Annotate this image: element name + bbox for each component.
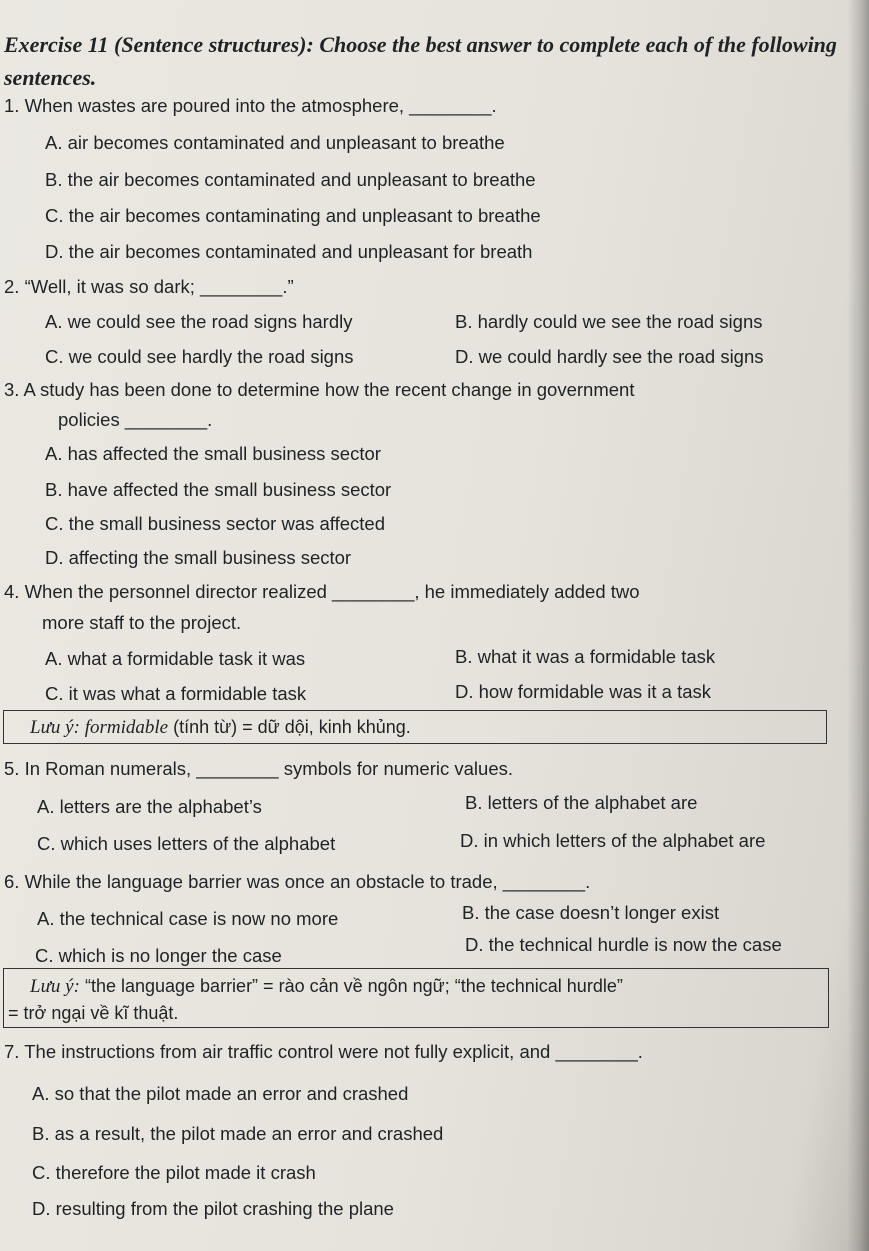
question-2-option-b[interactable]: B. hardly could we see the road signs (455, 311, 763, 332)
question-6-option-d[interactable]: D. the technical hurdle is now the case (465, 934, 782, 955)
page-edge-shadow (847, 0, 869, 1251)
question-3-option-a[interactable]: A. has affected the small business sector (45, 443, 381, 464)
question-6-option-c[interactable]: C. which is no longer the case (35, 945, 282, 966)
exercise-title: Exercise 11 (Sentence structures): Choose the best answer to complete each of the following sentences. (4, 32, 837, 90)
note-formidable-text: (tính từ) = dữ dội, kinh khủng. (168, 717, 411, 737)
note-barrier-prefix: Lưu ý: (30, 976, 80, 997)
question-5-option-a[interactable]: A. letters are the alphabet’s (37, 796, 262, 817)
question-1-option-c[interactable]: C. the air becomes contaminating and unpleasant to breathe (45, 205, 541, 226)
note-formidable (3, 710, 827, 744)
question-4-stem-line1: 4. When the personnel director realized ________, he immediately added two (4, 581, 640, 602)
question-6-stem: 6. While the language barrier was once an obstacle to trade, ________. (4, 871, 591, 892)
question-3-option-b[interactable]: B. have affected the small business sector (45, 479, 392, 500)
question-7-option-b[interactable]: B. as a result, the pilot made an error and crashed (32, 1123, 444, 1144)
note-formidable-prefix: Lưu ý: formidable (30, 717, 169, 738)
note-barrier-text: “the language barrier” = rào cản về ngôn ngữ; “the technical hurdle” (79, 976, 623, 996)
question-4-stem-line2: more staff to the project. (42, 612, 242, 633)
question-7-option-a[interactable]: A. so that the pilot made an error and crashed (32, 1083, 409, 1104)
note-language-barrier (3, 968, 829, 1028)
question-1-option-a[interactable]: A. air becomes contaminated and unpleasant to breathe (45, 132, 505, 153)
question-1-stem: 1. When wastes are poured into the atmosphere, ________. (4, 95, 497, 116)
question-2-option-a[interactable]: A. we could see the road signs hardly (45, 311, 353, 332)
note-barrier-line2: = trở ngại về kĩ thuật. (8, 1003, 179, 1023)
question-1-option-d[interactable]: D. the air becomes contaminated and unpleasant for breath (45, 241, 533, 262)
question-2-option-d[interactable]: D. we could hardly see the road signs (455, 346, 764, 367)
question-7-option-d[interactable]: D. resulting from the pilot crashing the plane (32, 1198, 394, 1219)
question-3-stem-line2: policies ________. (58, 409, 213, 430)
question-3-option-d[interactable]: D. affecting the small business sector (45, 547, 352, 568)
question-3-stem-line1: 3. A study has been done to determine how the recent change in government (4, 379, 635, 400)
question-3-option-c[interactable]: C. the small business sector was affected (45, 513, 386, 534)
question-4-option-b[interactable]: B. what it was a formidable task (455, 646, 716, 667)
question-5-option-c[interactable]: C. which uses letters of the alphabet (37, 833, 336, 854)
question-7-stem: 7. The instructions from air traffic control were not fully explicit, and ________. (4, 1041, 643, 1062)
question-4-option-c[interactable]: C. it was what a formidable task (45, 683, 307, 704)
question-5-option-d[interactable]: D. in which letters of the alphabet are (460, 830, 766, 851)
question-5-stem: 5. In Roman numerals, ________ symbols for numeric values. (4, 758, 514, 779)
question-1-option-b[interactable]: B. the air becomes contaminated and unpleasant to breathe (45, 169, 536, 190)
question-2-stem: 2. “Well, it was so dark; ________.” (4, 276, 294, 297)
question-7-option-c[interactable]: C. therefore the pilot made it crash (32, 1162, 316, 1183)
question-5-option-b[interactable]: B. letters of the alphabet are (465, 792, 698, 813)
question-6-option-a[interactable]: A. the technical case is now no more (37, 908, 339, 929)
question-4-option-a[interactable]: A. what a formidable task it was (45, 648, 306, 669)
question-6-option-b[interactable]: B. the case doesn’t longer exist (462, 902, 720, 923)
question-4-option-d[interactable]: D. how formidable was it a task (455, 681, 712, 702)
question-2-option-c[interactable]: C. we could see hardly the road signs (45, 346, 354, 367)
